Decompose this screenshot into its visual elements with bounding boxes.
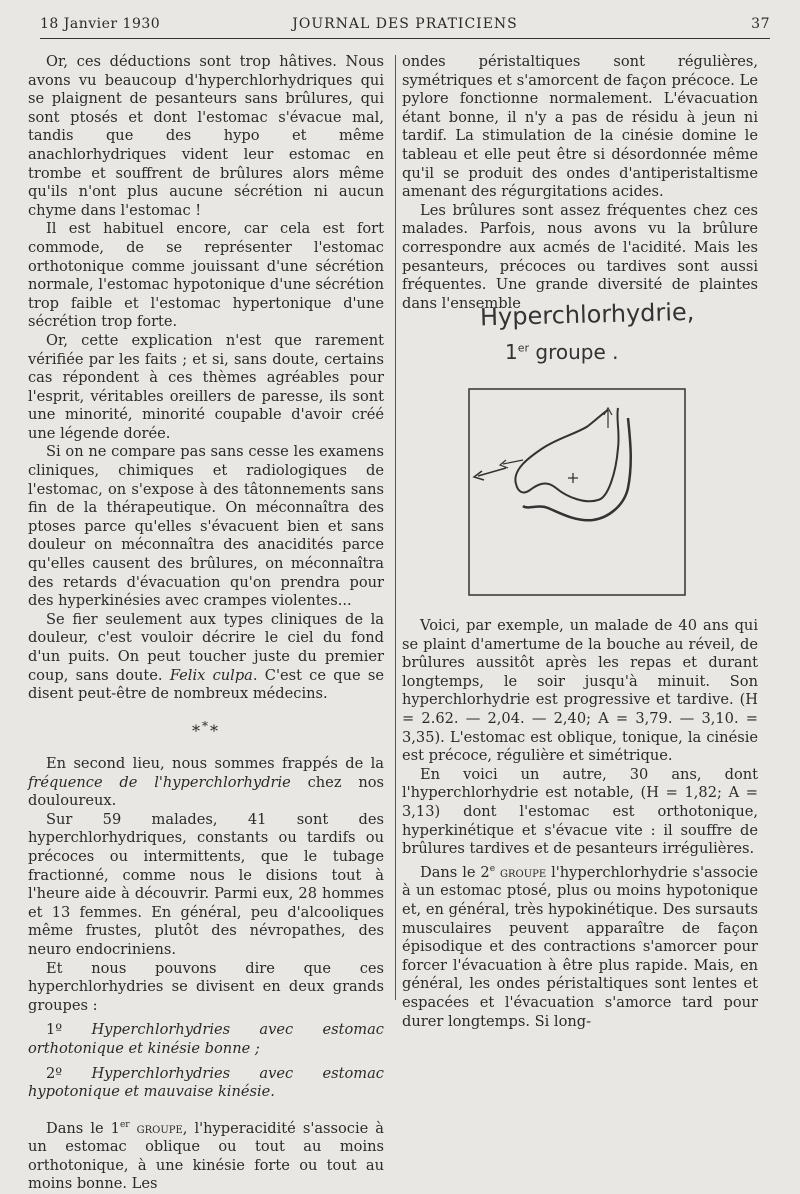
right-column-top bbox=[402, 53, 758, 313]
column-divider bbox=[395, 55, 396, 1000]
figure-handwritten-subtitle: 1er groupe . bbox=[505, 340, 619, 364]
section-separator: *** bbox=[192, 718, 220, 741]
group-one-line: 1º Hyperchlorhydries avec estomac orthotonique et kinésie bonne ; bbox=[28, 1021, 384, 1058]
paragraph: Dans le 1er groupe, l'hyperacidité s'associe à un estomac oblique ou tout au moins orthotonique, à une kinésie forte ou tout au moins bonne. Les bbox=[28, 1119, 384, 1193]
page-number: 37 bbox=[751, 16, 770, 32]
paragraph: ondes péristaltiques sont régulières, symétriques et s'amorcent de façon précoce. Le pylore fonctionne normalement. L'évacuation étant bonne, il n'y a pas de résidu à jeun ni tardif. La stimulation de la cinésie domine le tableau et elle peut être si désordonnée même qu'il se produit des ondes d'antiperistaltisme amenant des régurgitations acides. bbox=[402, 53, 758, 201]
left-column bbox=[28, 53, 384, 1194]
stomach-sketch-figure bbox=[468, 388, 686, 596]
paragraph: Il est habituel encore, car cela est fort commode, de se représenter l'estomac orthotonique comme jouissant d'une sécrétion normale, l'estomac hypotonique d'une sécrétion trop faible et l'estomac hypertonique d'une sécrétion trop forte. bbox=[28, 220, 384, 331]
issue-date: 18 Janvier 1930 bbox=[40, 16, 161, 32]
paragraph: Les brûlures sont assez fréquentes chez ces malades. Parfois, nous avons vu la brûlure correspondre aux acmés de l'acidité. Mais les pesanteurs, précoces ou tardives sont aussi fréquentes. Une grande diversité de plaintes dans l'ensemble bbox=[402, 201, 758, 312]
figure-frame bbox=[469, 389, 685, 595]
right-column-middle bbox=[402, 617, 758, 859]
peristalsis-arrow-icon bbox=[478, 468, 506, 476]
stomach-outline-icon bbox=[515, 408, 618, 501]
paragraph: Et nous pouvons dire que ces hyperchlorhydries se divisent en deux grands groupes : bbox=[28, 959, 384, 1014]
paragraph: Voici, par exemple, un malade de 40 ans qui se plaint d'amertume de la bouche au réveil, de brûlures aussitôt après les repas et durant longtemps, le soir jusqu'à minuit. Son hyperchlorhydrie est progressive et tardive. (H = 2.62. — 2,04. — 2,40; A = 3,79. — 3,10. = 3,35). L'estomac est oblique, tonique, la cinésie est précoce, régulière et simétrique. bbox=[402, 617, 758, 765]
paragraph: Or, ces déductions sont trop hâtives. Nous avons vu beaucoup d'hyperchlorhydriques qui se plaignent de pesanteurs sans brûlures, qui sont ptosés et dont l'estomac s'évacue mal, tandis que des hypo et même anachlorhydriques vident leur estomac en trombe et souffrent de brûlures alors même qu'ils n'ont plus aucune sécrétion ni aucun chyme dans l'estomac ! bbox=[28, 53, 384, 219]
paragraph: Se fier seulement aux types cliniques de la douleur, c'est vouloir décrire le ciel du fond d'un puits. On peut toucher juste du premier coup, sans doute. Felix culpa. C'est ce que se disent peut-être de nombreux médecins. bbox=[28, 610, 384, 703]
paragraph: Dans le 2e groupe l'hyperchlorhydrie s'associe à un estomac ptosé, plus ou moins hypotonique et, en général, très hypokinétique. Des sursauts musculaires peuvent apparaître de façon épisodique et des contractions s'amorcer pour forcer l'évacuation à être plus rapide. Mais, en général, les ondes péristaltiques sont lentes et espacées et l'évacuation s'amorce tard pour durer longtemps. Si long- bbox=[402, 863, 758, 1030]
page-header bbox=[40, 14, 770, 36]
header-rule bbox=[40, 38, 770, 39]
paragraph: Si on ne compare pas sans cesse les examens cliniques, chimiques et radiologiques de l'estomac, on s'expose à des tâtonnements sans fin de la thérapeutique. On méconnaîtra des ptoses parce qu'elles s'évacuent bien et sans douleur on méconnaîtra des anacidités parce qu'elles causent des brûlures, on méconnaîtra des retards d'évacuation qu'on prendra pour des hyperkinésies avec crampes violentes... bbox=[28, 443, 384, 610]
paragraph: En second lieu, nous sommes frappés de la fréquence de l'hyperchlorhydrie chez nos douloureux. bbox=[28, 755, 384, 810]
pylorus-cross-icon bbox=[568, 473, 578, 483]
paragraph: En voici un autre, 30 ans, dont l'hyperchlorhydrie est notable, (H = 1,82; A = 3,13) dont l'estomac est orthotonique, hyperkinétique et s'évacue vite : il souffre de brûlures tardives et de pesanteurs irrégulières. bbox=[402, 765, 758, 858]
journal-title: JOURNAL DES PRATICIENS bbox=[292, 16, 518, 32]
paragraph: Or, cette explication n'est que rarement vérifiée par les faits ; et si, sans doute, certains cas répondent à ces thèmes agréables pour l'esprit, véritables oreillers de paresse, ils sont une minorité, minorité coupable d'avoir créé une légende dorée. bbox=[28, 331, 384, 442]
right-column-bottom bbox=[402, 860, 758, 1031]
paragraph: Sur 59 malades, 41 sont des hyperchlorhydriques, constants ou tardifs ou précoces ou intermittents, que le tubage fractionné, comme nous le disions tout à l'heure aide à découvrir. Parmi eux, 28 hommes et 13 femmes. En général, peu d'alcooliques même frustes, plutôt des névropathes, des neuro endocriniens. bbox=[28, 810, 384, 959]
group-two-line: 2º Hyperchlorhydries avec estomac hypotonique et mauvaise kinésie. bbox=[28, 1064, 384, 1101]
figure-handwritten-title: Hyperchlorhydrie, bbox=[479, 297, 695, 332]
